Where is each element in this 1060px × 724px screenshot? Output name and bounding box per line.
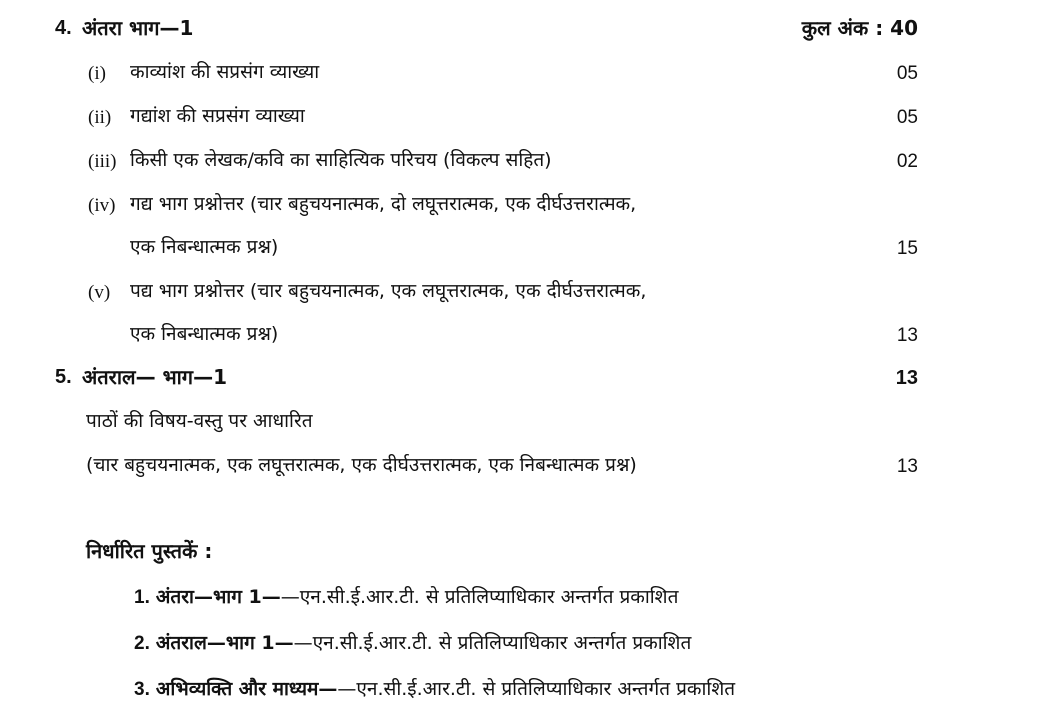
item-ii-marks: 05 xyxy=(896,107,918,128)
book-1-number: 1. xyxy=(134,587,150,608)
item-iii-marks: 02 xyxy=(896,151,918,172)
section-4-number: 4. xyxy=(55,17,72,39)
book-3-title: अभिव्यक्ति और माध्यम— xyxy=(155,678,338,700)
item-i-text: काव्यांश की सप्रसंग व्याख्या xyxy=(130,61,320,83)
book-2-number: 2. xyxy=(134,633,150,654)
section-5-title: अंतराल— भाग—1 xyxy=(82,365,227,389)
item-i-marks: 05 xyxy=(896,63,918,84)
item-ii-roman: (ii) xyxy=(88,107,112,128)
item-iv-text: गद्य भाग प्रश्नोत्तर (चार बहुचयनात्मक, दो लघूत्तरात्मक, एक दीर्घउत्तरात्मक, xyxy=(130,193,637,215)
item-iii-text: किसी एक लेखक/कवि का साहित्यिक परिचय (विकल्प सहित) xyxy=(130,149,552,171)
item-i-roman: (i) xyxy=(88,63,106,84)
book-1-title: अंतरा—भाग 1— xyxy=(155,586,281,608)
item-v-roman: (v) xyxy=(88,282,111,303)
item-v-text: पद्य भाग प्रश्नोत्तर (चार बहुचयनात्मक, एक लघूत्तरात्मक, एक दीर्घउत्तरात्मक, xyxy=(130,280,647,302)
section-4-total-marks: कुल अंक : 40 xyxy=(801,16,918,40)
book-item-3 xyxy=(134,675,735,704)
book-item-2 xyxy=(134,629,691,658)
section-4-title: अंतरा भाग—1 xyxy=(82,16,194,40)
section-5-marks: 13 xyxy=(895,367,918,389)
section-5-description: पाठों की विषय-वस्तु पर आधारित xyxy=(86,410,313,432)
books-heading: निर्धारित पुस्तकें : xyxy=(86,539,213,563)
book-1-publisher: —एन.सी.ई.आर.टी. से प्रतिलिप्याधिकार अन्तर्गत प्रकाशित xyxy=(280,586,679,608)
book-3-number: 3. xyxy=(134,679,150,700)
item-ii-text: गद्यांश की सप्रसंग व्याख्या xyxy=(130,105,305,127)
book-item-1 xyxy=(134,583,678,612)
item-iv-text-continued: एक निबन्धात्मक प्रश्न) xyxy=(130,236,279,258)
section-5-question-types: (चार बहुचयनात्मक, एक लघूत्तरात्मक, एक दीर्घउत्तरात्मक, एक निबन्धात्मक प्रश्न) xyxy=(86,454,637,476)
book-2-title: अंतराल—भाग 1— xyxy=(155,632,294,654)
section-5-number: 5. xyxy=(55,366,72,388)
book-3-publisher: —एन.सी.ई.आर.टी. से प्रतिलिप्याधिकार अन्तर्गत प्रकाशित xyxy=(337,678,736,700)
item-iv-roman: (iv) xyxy=(88,195,116,216)
item-iv-marks: 15 xyxy=(896,238,918,259)
item-v-text-continued: एक निबन्धात्मक प्रश्न) xyxy=(130,323,279,345)
book-2-publisher: —एन.सी.ई.आर.टी. से प्रतिलिप्याधिकार अन्तर्गत प्रकाशित xyxy=(293,632,692,654)
item-v-marks: 13 xyxy=(896,325,918,346)
item-iii-roman: (iii) xyxy=(88,151,117,172)
section-5-question-marks: 13 xyxy=(896,456,918,477)
